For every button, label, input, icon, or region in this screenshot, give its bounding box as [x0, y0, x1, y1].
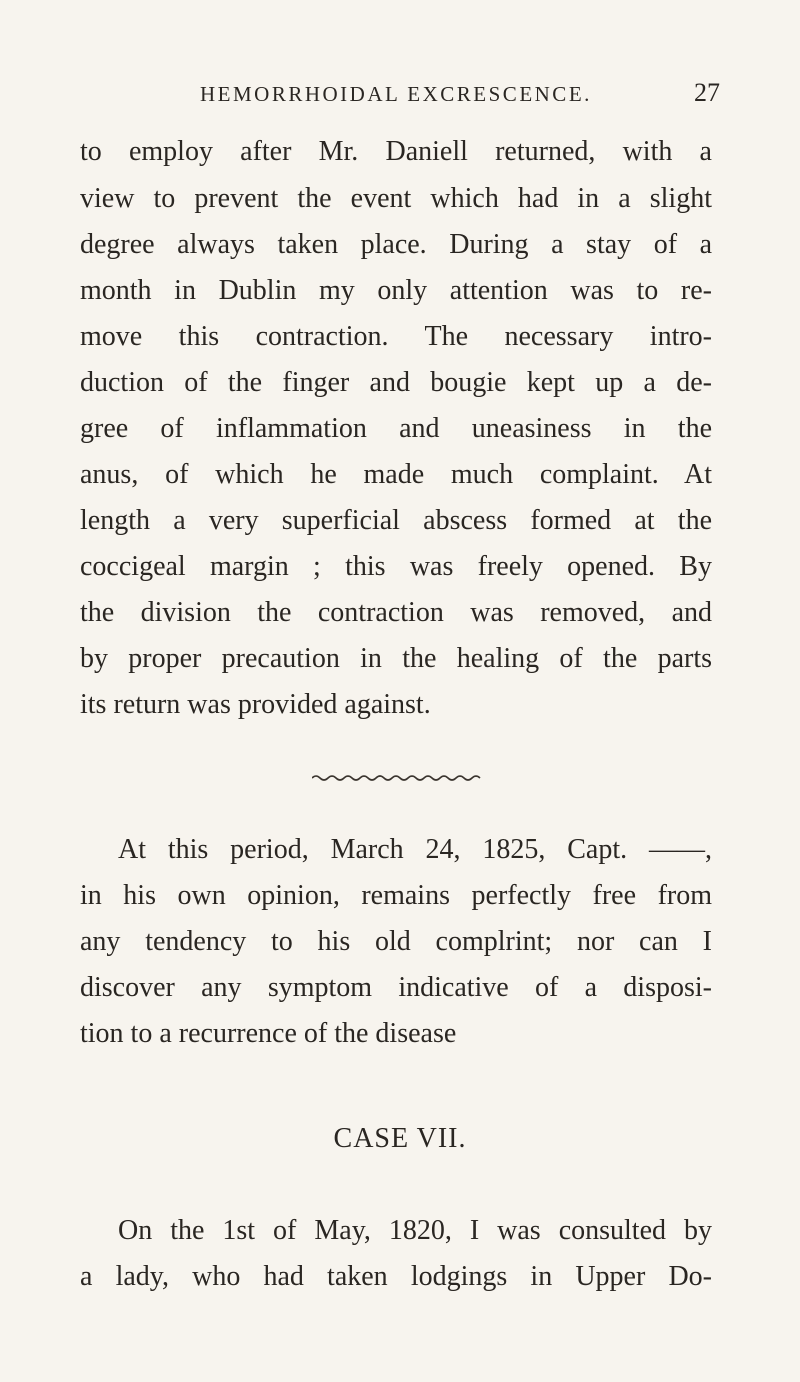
text-line: in his own opinion, remains perfectly free from [80, 880, 712, 911]
case-heading: CASE VII. [333, 1123, 467, 1154]
text-line: duction of the finger and bougie kept up a de- [80, 367, 712, 398]
text-line: by proper precaution in the healing of the parts [80, 643, 712, 674]
text-line: discover any symptom indicative of a disposi- [80, 972, 712, 1003]
text-line: any tendency to his old complrint; nor can I [80, 926, 712, 957]
text-line: On the 1st of May, 1820, I was consulted by [118, 1215, 712, 1246]
text-line: the division the contraction was removed, and [80, 597, 712, 628]
running-title: HEMORRHOIDAL EXCRESCENCE. [200, 82, 592, 106]
text-line: its return was provided against. [80, 689, 431, 720]
text-line: gree of inflammation and uneasiness in the [80, 413, 712, 444]
text-line: view to prevent the event which had in a slight [80, 183, 712, 214]
text-line: month in Dublin my only attention was to re- [80, 275, 712, 306]
text-line: At this period, March 24, 1825, Capt. ——, [118, 834, 712, 865]
running-head [200, 78, 720, 112]
text-line: degree always taken place. During a stay of a [80, 229, 712, 260]
text-line: a lady, who had taken lodgings in Upper Do- [80, 1261, 712, 1292]
section-divider-ornament [312, 773, 484, 783]
text-line: to employ after Mr. Daniell returned, with a [80, 136, 712, 167]
text-line: coccigeal margin ; this was freely opened. By [80, 551, 712, 582]
text-line: move this contraction. The necessary intro- [80, 321, 712, 352]
text-line: anus, of which he made much complaint. At [80, 459, 712, 490]
text-line: length a very superficial abscess formed at the [80, 505, 712, 536]
text-line: tion to a recurrence of the disease [80, 1018, 457, 1049]
page-number: 27 [694, 78, 720, 107]
